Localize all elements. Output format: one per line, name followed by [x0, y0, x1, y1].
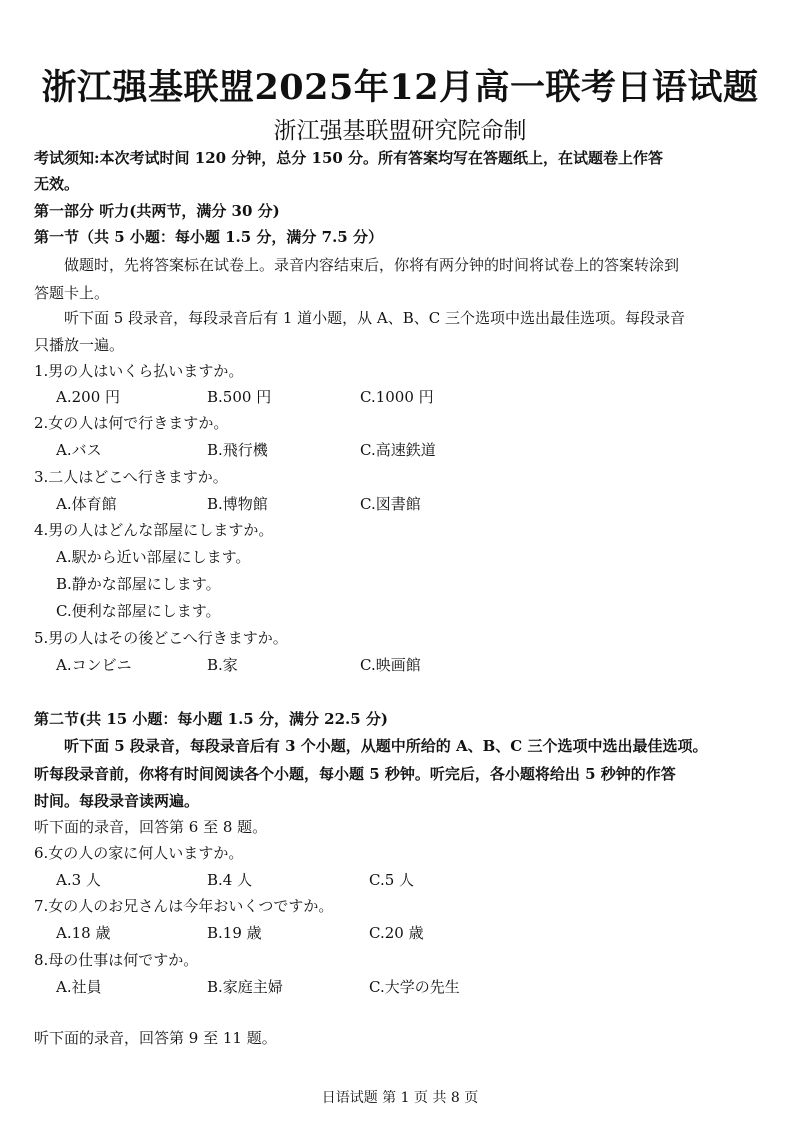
question-3-text: 3.二人はどこへ行きますか。	[34, 468, 228, 486]
question-6-option-b: B.4 人	[207, 871, 253, 889]
question-5-option-a: A.コンビニ	[56, 656, 132, 674]
part1-heading: 第一部分 听力(共两节，满分 30 分)	[34, 202, 280, 220]
question-4-text: 4.男の人はどんな部屋にしますか。	[34, 521, 274, 539]
question-7-text: 7.女の人のお兄さんは今年おいくつですか。	[34, 897, 334, 915]
question-7-option-b: B.19 歳	[207, 924, 262, 942]
question-1-text: 1.男の人はいくら払いますか。	[34, 362, 244, 380]
question-4-option-c: C.便利な部屋にします。	[56, 602, 221, 620]
question-6-option-a: A.3 人	[56, 871, 101, 889]
section1-instruction-1a: 做题时，先将答案标在试卷上。录音内容结束后，你将有两分钟的时间将试卷上的答案转涂到	[64, 256, 680, 274]
question-3-option-b: B.博物館	[207, 495, 268, 513]
question-7-option-c: C.20 歳	[369, 924, 424, 942]
section1-instruction-2b: 只播放一遍。	[34, 336, 125, 354]
question-2-option-b: B.飛行機	[207, 441, 268, 459]
question-1-option-a: A.200 円	[56, 388, 120, 406]
question-3-option-c: C.図書館	[360, 495, 421, 513]
section2-instruction-a: 听下面 5 段录音，每段录音后有 3 个小题，从题中所给的 A、B、C 三个选项中选出最佳选项。	[64, 737, 708, 755]
question-4-option-a: A.駅から近い部屋にします。	[56, 548, 251, 566]
section1-instruction-1b: 答题卡上。	[34, 284, 110, 302]
question-1-option-b: B.500 円	[207, 388, 272, 406]
section2-heading: 第二节(共 15 小题：每小题 1.5 分，满分 22.5 分)	[34, 710, 389, 728]
page-footer: 日语试题 第 1 页 共 8 页	[321, 1090, 479, 1106]
exam-title: 浙江强基联盟2025年12月高一联考日语试题	[41, 67, 759, 108]
question-1-option-c: C.1000 円	[360, 388, 434, 406]
exam-notice-line-2: 无效。	[34, 175, 80, 193]
question-8-text: 8.母の仕事は何ですか。	[34, 951, 199, 969]
question-4-option-b: B.静かな部屋にします。	[56, 575, 221, 593]
exam-subtitle: 浙江强基联盟研究院命制	[273, 118, 527, 144]
question-7-option-a: A.18 歳	[56, 924, 111, 942]
question-3-option-a: A.体育館	[56, 495, 117, 513]
group2-intro: 听下面的录音，回答第 9 至 11 题。	[34, 1029, 277, 1047]
question-8-option-a: A.社員	[56, 978, 102, 996]
exam-notice-line-1: 考试须知:本次考试时间 120 分钟，总分 150 分。所有答案均写在答题纸上，在试题卷上作答	[34, 149, 664, 167]
question-5-option-c: C.映画館	[360, 656, 421, 674]
section1-instruction-2a: 听下面 5 段录音，每段录音后有 1 道小题，从 A、B、C 三个选项中选出最佳选项。每段录音	[64, 309, 686, 327]
question-2-option-c: C.高速鉄道	[360, 441, 436, 459]
question-2-text: 2.女の人は何で行きますか。	[34, 414, 229, 432]
section2-instruction-c: 时间。每段录音读两遍。	[34, 792, 200, 810]
section1-heading: 第一节（共 5 小题：每小题 1.5 分，满分 7.5 分）	[34, 228, 383, 246]
question-5-text: 5.男の人はその後どこへ行きますか。	[34, 629, 288, 647]
question-6-option-c: C.5 人	[369, 871, 415, 889]
section2-instruction-b: 听每段录音前，你将有时间阅读各个小题，每小题 5 秒钟。听完后，各小题将给出 5 秒钟的作答	[34, 765, 676, 783]
question-8-option-b: B.家庭主婦	[207, 978, 283, 996]
group1-intro: 听下面的录音，回答第 6 至 8 题。	[34, 818, 268, 836]
question-8-option-c: C.大学の先生	[369, 978, 460, 996]
question-2-option-a: A.バス	[56, 441, 102, 459]
question-5-option-b: B.家	[207, 656, 238, 674]
question-6-text: 6.女の人の家に何人いますか。	[34, 844, 244, 862]
